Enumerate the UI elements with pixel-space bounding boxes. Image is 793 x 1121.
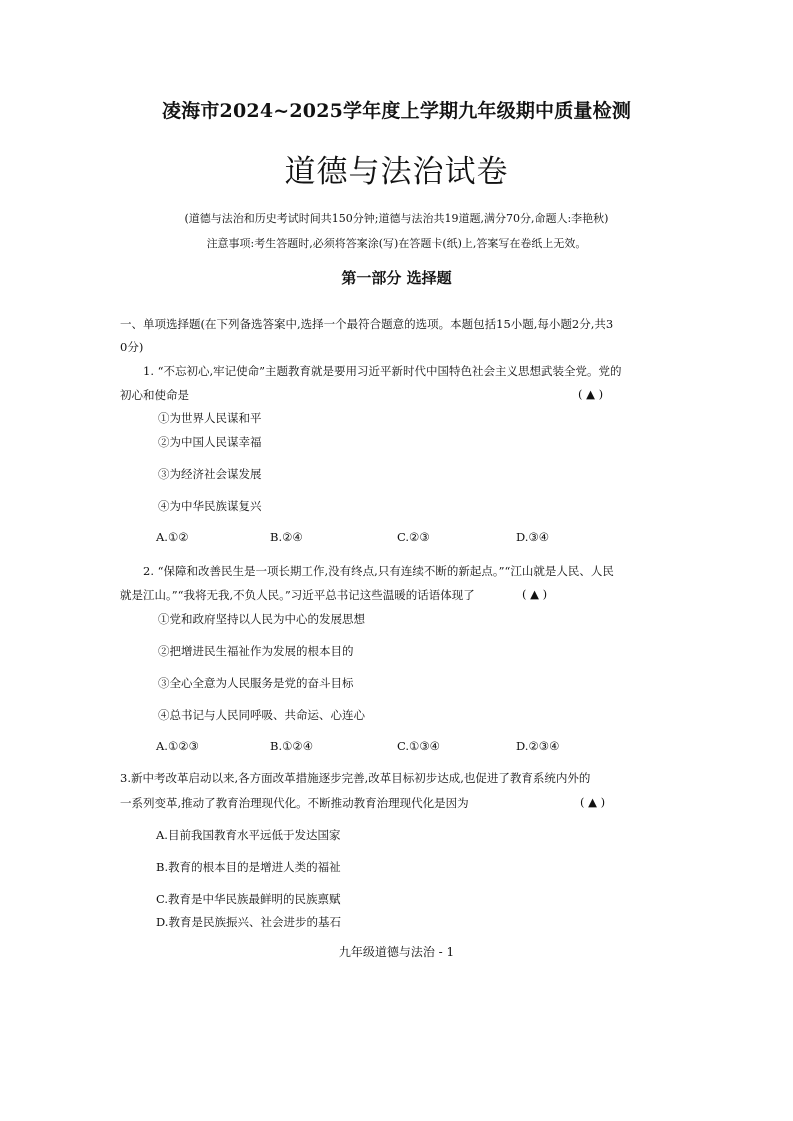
question-stem: 2. “保障和改善民生是一项长期工作,没有终点,只有连续不断的新起点。”“江山就是人民、人民 (143, 564, 614, 578)
exam-notice: 注意事项:考生答题时,必须将答案涂(写)在答题卡(纸)上,答案写在卷纸上无效。 (206, 237, 587, 250)
statement-item: ①党和政府坚持以人民为中心的发展思想 (158, 612, 365, 626)
answer-choice-a: A.①②③ (156, 739, 199, 753)
statement-item: ①为世界人民谋和平 (158, 411, 262, 425)
answer-choice-b: B.②④ (270, 530, 303, 544)
answer-choice-a: A.①② (156, 530, 189, 544)
question-stem-cont: 一系列变革,推动了教育治理现代化。不断推动教育治理现代化是因为 (120, 796, 469, 810)
answer-marker: ( ▲ ) (578, 387, 604, 401)
answer-marker: ( ▲ ) (580, 795, 606, 809)
question-stem-cont: 初心和使命是 (120, 388, 189, 402)
answer-choice-b: B.教育的根本目的是增进人类的福祉 (156, 860, 341, 874)
answer-choice-c: C.②③ (397, 530, 430, 544)
section-title: 第一部分 选择题 (341, 269, 452, 287)
section-instruction-cont: 0分) (120, 340, 144, 354)
page-footer: 九年级道德与法治 - 1 (338, 945, 455, 959)
statement-item: ③全心全意为人民服务是党的奋斗目标 (158, 676, 354, 690)
answer-choice-d: D.②③④ (516, 739, 560, 753)
question-stem: 1. “不忘初心,牢记使命”主题教育就是要用习近平新时代中国特色社会主义思想武装全党。党的 (143, 364, 622, 378)
statement-item: ②为中国人民谋幸福 (158, 435, 262, 449)
statement-item: ④总书记与人民同呼吸、共命运、心连心 (158, 708, 365, 722)
statement-item: ③为经济社会谋发展 (158, 467, 262, 481)
question-stem: 3.新中考改革启动以来,各方面改革措施逐步完善,改革目标初步达成,也促进了教育系统内外的 (120, 771, 591, 785)
answer-choice-a: A.目前我国教育水平远低于发达国家 (156, 828, 341, 842)
exam-title: 凌海市2024~2025学年度上学期九年级期中质量检测 (161, 100, 632, 122)
answer-marker: ( ▲ ) (522, 587, 548, 601)
statement-item: ②把增进民生福祉作为发展的根本目的 (158, 644, 354, 658)
statement-item: ④为中华民族谋复兴 (158, 499, 262, 513)
answer-choice-b: B.①②④ (270, 739, 314, 753)
question-stem-cont: 就是江山。”“我将无我,不负人民。”习近平总书记这些温暖的话语体现了 (120, 588, 475, 602)
answer-choice-d: D.③④ (516, 530, 550, 544)
answer-choice-c: C.①③④ (397, 739, 440, 753)
section-instruction: 一、单项选择题(在下列备选答案中,选择一个最符合题意的选项。本题包括15小题,每小题2分,共3 (120, 317, 614, 331)
answer-choice-d: D.教育是民族振兴、社会进步的基石 (156, 915, 341, 929)
answer-choice-c: C.教育是中华民族最鲜明的民族禀赋 (156, 892, 341, 906)
subject-title: 道德与法治试卷 (284, 154, 509, 190)
exam-info: (道德与法治和历史考试时间共150分钟;道德与法治共19道题,满分70分,命题人:李艳秋) (184, 212, 609, 225)
